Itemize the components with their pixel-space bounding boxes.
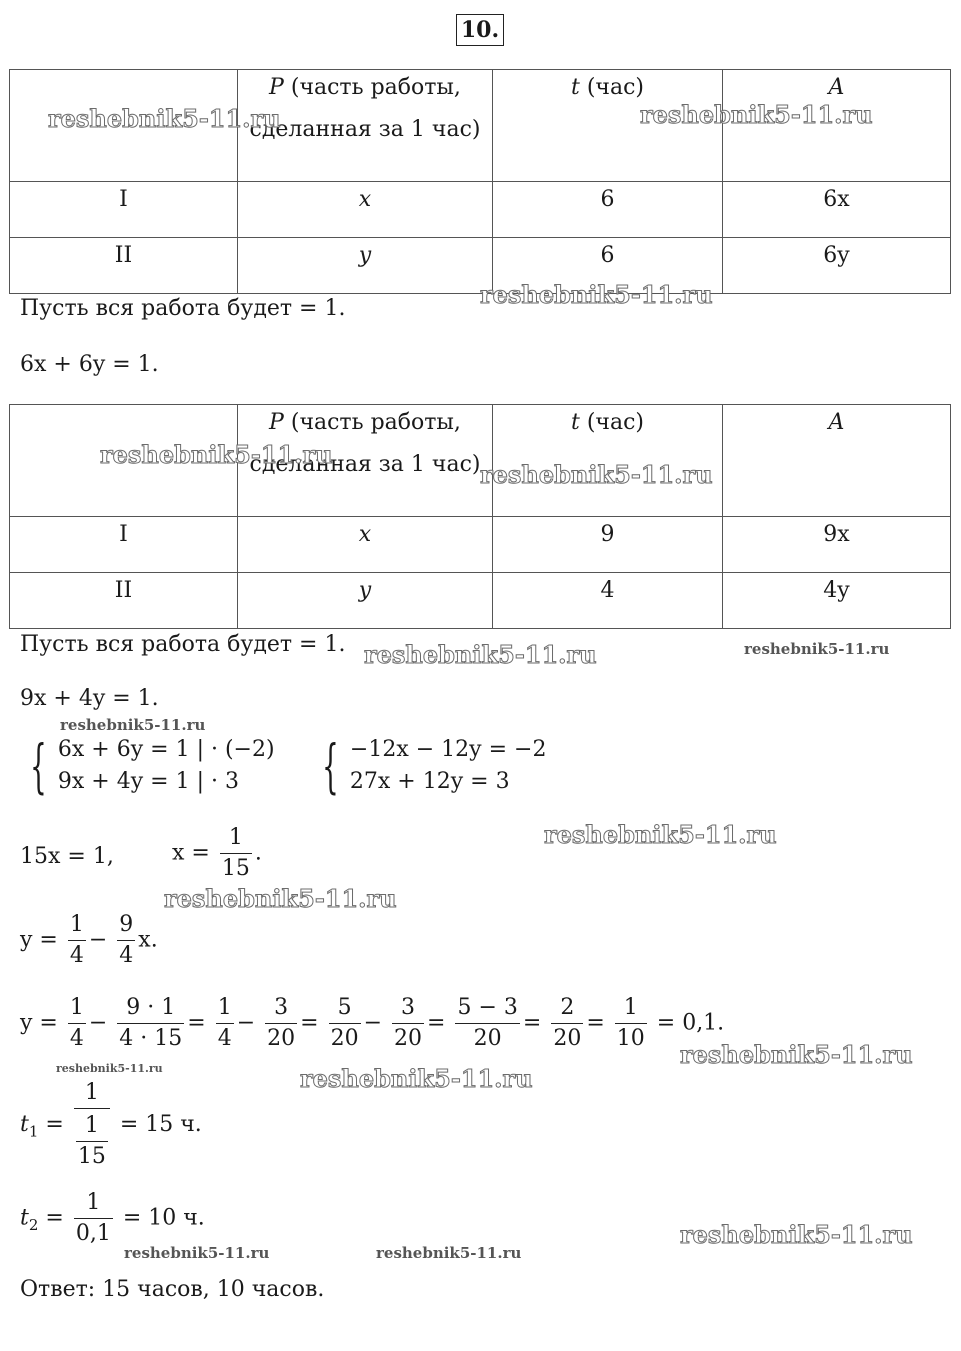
- watermark: reshebnik5-11.ru: [544, 820, 777, 849]
- t2-result: = 10 ч.: [122, 1205, 205, 1231]
- calc-op: =: [427, 1010, 446, 1036]
- watermark: reshebnik5-11.ru: [364, 640, 597, 669]
- watermark: reshebnik5-11.ru: [60, 716, 206, 734]
- solve-x-left: 15x = 1,: [20, 844, 114, 869]
- y-equals: y =: [20, 1010, 58, 1036]
- watermark: reshebnik5-11.ru: [300, 1064, 533, 1093]
- watermark: reshebnik5-11.ru: [680, 1040, 913, 1069]
- calc-frac: $\frac{1}{4}$: [217, 995, 232, 1051]
- table1-row2-a: 6y: [723, 238, 951, 294]
- table2-row2-a: 4y: [723, 573, 951, 629]
- table2-header-p: P (часть работы, сделанная за 1 час): [238, 405, 493, 517]
- table1-header-p: P (часть работы, сделанная за 1 час): [238, 70, 493, 182]
- calc-op: −: [88, 1010, 108, 1036]
- watermark: reshebnik5-11.ru: [744, 640, 890, 658]
- watermark: reshebnik5-11.ru: [48, 104, 281, 133]
- calc-op: −: [363, 1010, 383, 1036]
- y-equals: y =: [20, 927, 58, 953]
- fraction-1-4: $\frac{1}{4}$: [69, 912, 84, 968]
- table2-row1-p: x: [238, 517, 493, 573]
- table1-row1-t: 6: [493, 182, 723, 238]
- t2-fraction: $\frac{1}{0,1}$: [75, 1190, 111, 1246]
- work-assumption-2: Пусть вся работа будет = 1.: [20, 632, 346, 657]
- system-right: [350, 734, 547, 798]
- watermark: reshebnik5-11.ru: [56, 1062, 163, 1075]
- calc-op: −: [236, 1010, 256, 1036]
- left-brace-icon: {: [322, 732, 339, 800]
- watermark: reshebnik5-11.ru: [640, 100, 873, 129]
- table1-header-t: t (час): [493, 70, 723, 182]
- table1-row1-p: x: [238, 182, 493, 238]
- watermark: reshebnik5-11.ru: [376, 1244, 522, 1262]
- system-right-eq2: 27x + 12y = 3: [349, 769, 510, 794]
- calc-frac: $\frac{3}{20}$: [267, 995, 296, 1051]
- watermark: reshebnik5-11.ru: [100, 440, 333, 469]
- table1-row1-a: 6x: [723, 182, 951, 238]
- watermark: reshebnik5-11.ru: [480, 280, 713, 309]
- table2-header-a: A: [723, 405, 951, 517]
- fraction-1-15: $\frac{1}{15}$: [221, 825, 250, 881]
- calc-frac: $\frac{1}{4}$: [69, 995, 84, 1051]
- y-calculation: [20, 993, 724, 1054]
- table2-header-t: t (час): [493, 405, 723, 517]
- work-table-2: [9, 404, 951, 629]
- table1-header-p-text: (часть работы,: [290, 75, 461, 100]
- equation-2: 9x + 4y = 1.: [20, 686, 159, 711]
- watermark: reshebnik5-11.ru: [480, 460, 713, 489]
- watermark: reshebnik5-11.ru: [124, 1244, 270, 1262]
- watermark: reshebnik5-11.ru: [680, 1220, 913, 1249]
- calc-frac: $\frac{1}{10}$: [616, 995, 645, 1051]
- table2-row1-a: 9x: [723, 517, 951, 573]
- table1-header-a: A: [723, 70, 951, 182]
- table1-header-p-line2: сделанная за 1 час): [249, 117, 481, 142]
- calc-frac: $\frac{9 \cdot 1}{4 \cdot 15}$: [119, 995, 183, 1051]
- t1-calculation: $t_1$ = $\frac{1}{\frac{1}{15}}$ = 15 ч.: [20, 1078, 202, 1172]
- calc-frac: $\frac{5}{20}$: [330, 995, 359, 1051]
- t1-fraction: $\frac{1}{\frac{1}{15}}$: [74, 1078, 110, 1172]
- system-right-eq1: −12x − 12y = −2: [349, 737, 547, 762]
- y-result: = 0,1.: [656, 1010, 725, 1036]
- table1-row2-label: II: [10, 238, 238, 294]
- table1-row1-label: I: [10, 182, 238, 238]
- table2-row2-t: 4: [493, 573, 723, 629]
- table2-row2-p: y: [238, 573, 493, 629]
- calc-op: =: [300, 1010, 319, 1036]
- system-left: [58, 734, 275, 798]
- t1-result: = 15 ч.: [119, 1112, 202, 1137]
- fraction-9-4: $\frac{9}{4}$: [119, 912, 134, 968]
- calc-op: =: [187, 1010, 206, 1036]
- solve-x-right: x = $\frac{1}{15}$ .: [172, 823, 262, 884]
- table1-row2-t: 6: [493, 238, 723, 294]
- equation-system: [20, 734, 275, 798]
- table2-row2-label: II: [10, 573, 238, 629]
- y-expression: y = $\frac{1}{4}$ − $\frac{9}{4}$ x.: [20, 910, 158, 971]
- calc-frac: $\frac{3}{20}$: [394, 995, 423, 1051]
- equation-system-transformed: [312, 734, 546, 798]
- watermark: reshebnik5-11.ru: [164, 884, 397, 913]
- table2-row1-label: I: [10, 517, 238, 573]
- equation-1: 6x + 6y = 1.: [20, 352, 159, 377]
- calc-frac: $\frac{5 - 3}{20}$: [457, 995, 518, 1051]
- calc-op: =: [586, 1010, 605, 1036]
- table2-row1-t: 9: [493, 517, 723, 573]
- left-brace-icon: {: [30, 732, 47, 800]
- table2-header-p-text: (часть работы,: [290, 410, 461, 435]
- problem-number: 10.: [456, 14, 504, 46]
- system-left-eq1: 6x + 6y = 1 | · (−2): [57, 737, 275, 762]
- system-left-eq2: 9x + 4y = 1 | · 3: [57, 769, 239, 794]
- x-equals: x =: [172, 840, 210, 866]
- calc-op: =: [522, 1010, 542, 1036]
- answer: Ответ: 15 часов, 10 часов.: [20, 1277, 325, 1302]
- work-assumption-1: Пусть вся работа будет = 1.: [20, 296, 346, 321]
- table1-row2-p: y: [238, 238, 493, 294]
- calc-frac: $\frac{2}{20}$: [553, 995, 582, 1051]
- t2-calculation: $t_2$ = $\frac{1}{0,1}$ = 10 ч.: [20, 1188, 205, 1249]
- table2-header-p-line2: сделанная за 1 час): [249, 452, 481, 477]
